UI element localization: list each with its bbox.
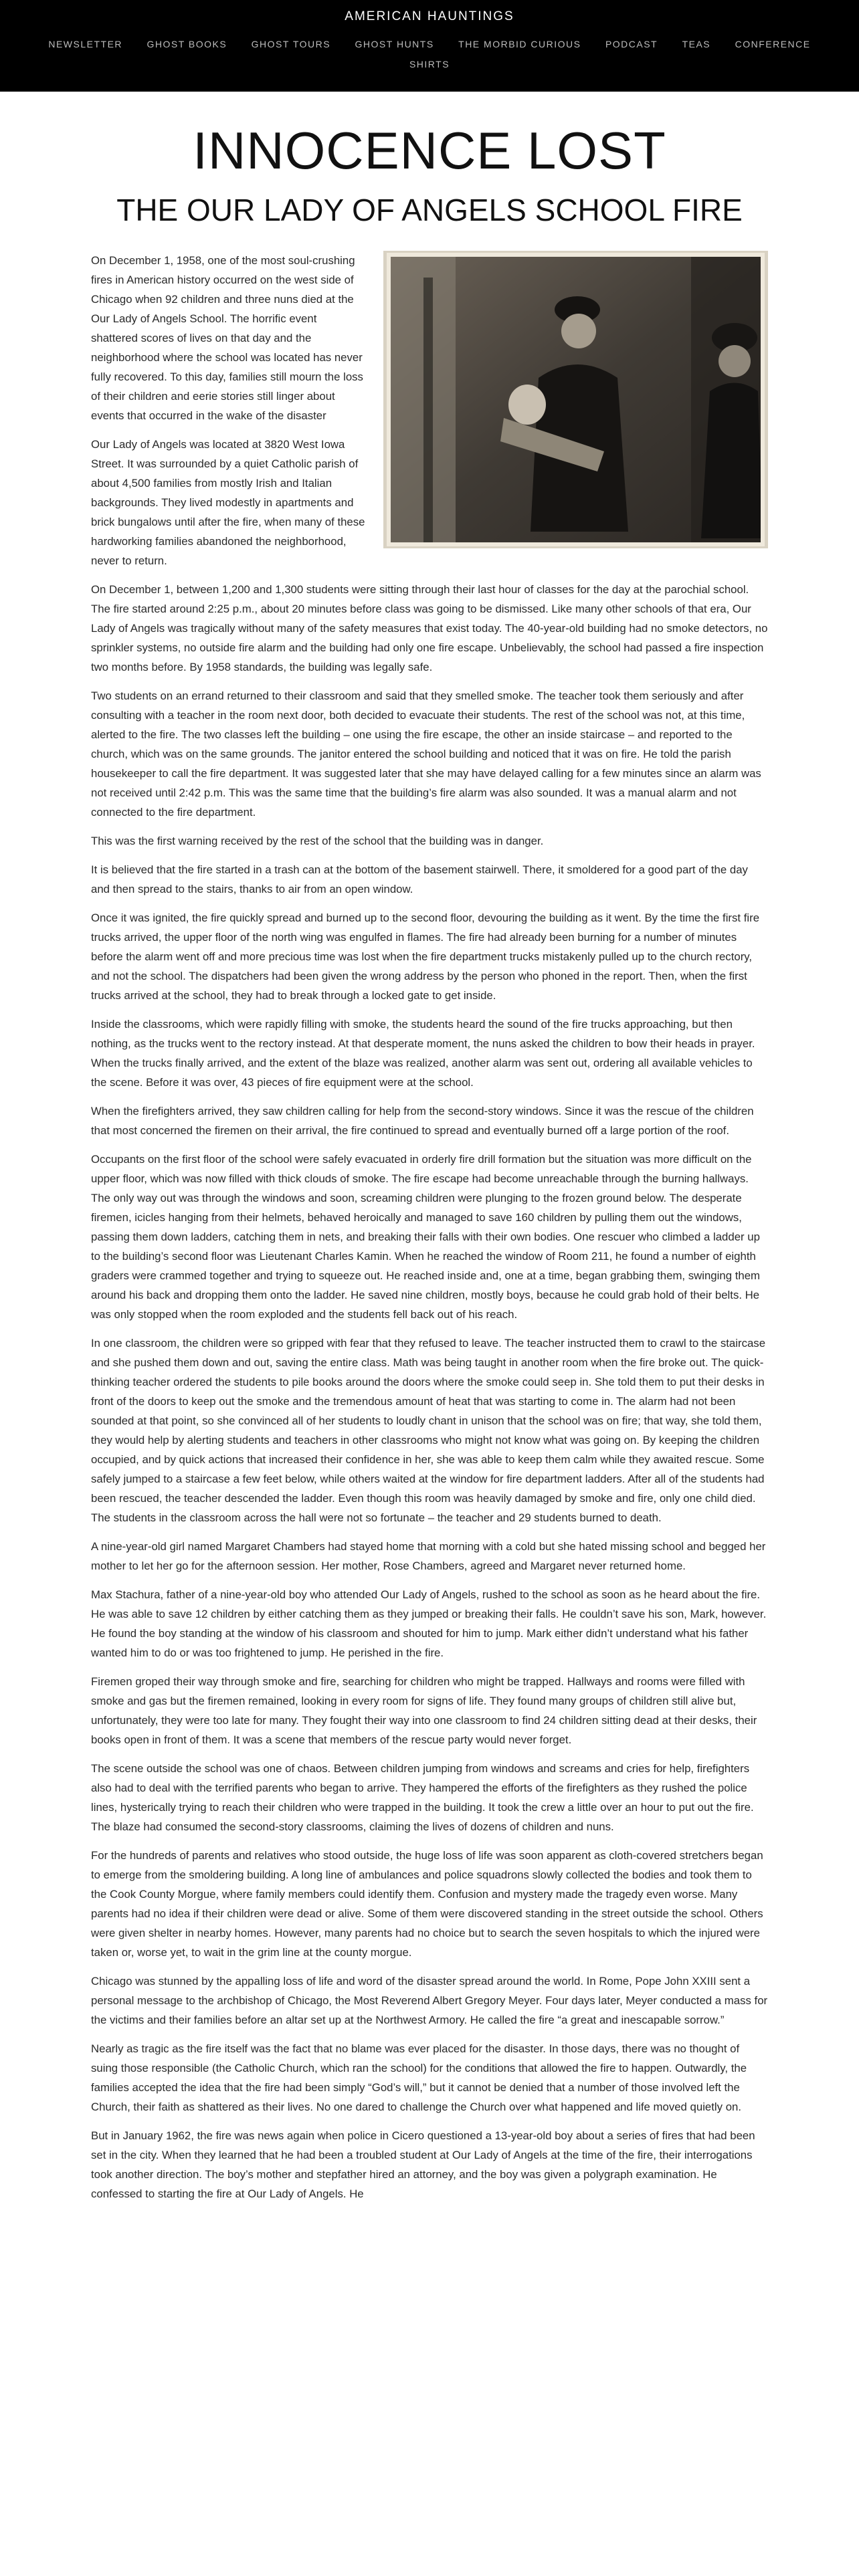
paragraph: The scene outside the school was one of chaos. Between children jumping from windows and screams and cries for help, firefighters also had to deal with the terrified parents who began to arrive. They hampered the efforts of the firefighters as they rushed the police lines, hysterically trying to reach their children who were trapped in the building. It took the crew a little over an hour to put out the fire. The blaze had consumed the second-story classrooms, claiming the lives of dozens of children and nuns. — [91, 1762, 754, 1834]
nav-conference[interactable]: CONFERENCE — [735, 39, 811, 49]
paragraph: Nearly as tragic as the fire itself was the fact that no blame was ever placed for the disaster. In those days, there was no thought of suing those responsible (the Catholic Church, which ran the school) for the conditions that allowed the fire to happen. Outwardly, the families accepted the idea that the fire had been simply “God’s will,” but it cannot be denied that a number of those involved left the Church, their faith as shattered as their lives. No one dared to challenge the Church over what happened and life moved quietly on. — [91, 2042, 747, 2114]
site-brand[interactable]: AMERICAN HAUNTINGS — [345, 9, 514, 23]
paragraph: On December 1, between 1,200 and 1,300 students were sitting through their last hour of classes for the day at the parochial school. The fire started around 2:25 p.m., about 20 minutes before class was going to be dismissed. Like many other schools of that era, Our Lady of Angels was tragically without many of the safety measures that exist today. The 40-year-old building had no smoke detectors, no sprinkler systems, no outside fire alarm and the building had only one fire escape. Unbelievably, the school had passed a fire inspection two months before. By 1958 standards, the building was legally safe. — [91, 583, 768, 674]
paragraph: A nine-year-old girl named Margaret Chambers had stayed home that morning with a cold but she hated missing school and begged her mother to let her go for the afternoon session. Her mother, Rose Chambers, agreed and Margaret never returned home. — [91, 1540, 766, 1573]
paragraph: Firemen groped their way through smoke and fire, searching for children who might be trapped. Hallways and rooms were filled with smoke and gas but the firemen remained, looking in every room for signs of life. They found many groups of children still alive but, unfortunately, they were too late for many. They fought their way into one classroom to find 24 children sitting dead at their desks, their books open in front of them. It was a scene that members of the rescue party would never forget. — [91, 1675, 757, 1747]
paragraph: Inside the classrooms, which were rapidly filling with smoke, the students heard the sound of the fire trucks approaching, but then nothing, as the trucks went to the rectory instead. At that desperate moment, the nuns asked the children to bow their heads in prayer. When the trucks finally arrived, and the extent of the blaze was realized, another alarm was sent out, ordering all available vehicles to the scene. Before it was over, 43 pieces of fire equipment were at the school. — [91, 1018, 755, 1089]
paragraph: Chicago was stunned by the appalling loss of life and word of the disaster spread around the world. In Rome, Pope John XXIII sent a personal message to the archbishop of Chicago, the Most Reverend Albert Gregory Meyer. Four days later, Meyer conducted a mass for the victims and their families before an altar set up at the Northwest Armory. He called the fire “a great and inescapable sorrow.” — [91, 1975, 768, 2027]
page-subtitle: THE OUR LADY OF ANGELS SCHOOL FIRE — [116, 192, 743, 227]
paragraph: Once it was ignited, the fire quickly spread and burned up to the second floor, devouring the building as it went. By the time the first fire trucks arrived, the upper floor of the north wing was engulfed in flames. The fire had already been burning for a number of minutes before the alarm went off and more precious time was lost when the fire department trucks mistakenly pulled up to the church rectory, and not the school. The dispatchers had been given the wrong address by the person who phoned in the report. Then, when the first trucks arrived at the school, they had to break through a locked gate to get inside. — [91, 911, 760, 1002]
paragraph: Our Lady of Angels was located at 3820 West Iowa Street. It was surrounded by a quiet Catholic parish of about 4,500 families from mostly Irish and Italian backgrounds. They lived modestly in apartments and brick bungalows until after the fire, when many of these hardworking families abandoned the neighborhood, never to return. — [91, 438, 365, 568]
nav-morbid-curious[interactable]: THE MORBID CURIOUS — [458, 39, 581, 49]
site-header — [0, 0, 859, 92]
nav-ghost-hunts[interactable]: GHOST HUNTS — [355, 39, 434, 49]
archival-firefighter-photo-icon — [383, 251, 768, 548]
paragraph: This was the first warning received by the rest of the school that the building was in danger. — [91, 835, 544, 848]
paragraph: Occupants on the first floor of the school were safely evacuated in orderly fire drill formation but the situation was more difficult on the upper floor, which was now filled with thick clouds of smoke. The fire escape had become unreachable through the burning hallways. The only way out was through the windows and soon, screaming children were plunging to the frozen ground below. The desperate firemen, icicles hanging from their helmets, behaved heroically and managed to save 160 children by pulling them out the windows, passing them down ladders, catching them in nets, and breaking their falls with their own bodies. One rescuer who climbed a ladder up to the building’s second floor was Lieutenant Charles Kamin. When he reached the window of Room 211, he found a number of eighth graders were crammed together and trying to squeeze out. He reached inside and, one at a time, began grabbing them, swinging them around his back and dropping them onto the ladder. He saved nine children, mostly boys, because he could grab hold of their belts. He was only stopped when the room exploded and the students fell back out of his reach. — [91, 1153, 761, 1321]
nav-ghost-books[interactable]: GHOST BOOKS — [147, 39, 227, 49]
paragraph: In one classroom, the children were so gripped with fear that they refused to leave. The teacher instructed them to crawl to the staircase and she pushed them down and out, saving the entire class. Math was being taught in another room when the fire broke out. The quick-thinking teacher ordered the students to pile books around the doors where the smoke could seep in. She told them to put their desks in front of the doors to keep out the smoke and the tremendous amount of heat that was starting to come in. The alarm had not been sounded at that point, so she convinced all of her students to loudly chant in unison that the school was on fire; that way, she told them, they would help by alerting students and teachers in other classrooms who might not know what was going on. By keeping the children occupied, and by quick actions that increased their confidence in her, she was able to keep them calm while they awaited rescue. Some safely jumped to a staircase a few feet below, while others waited at the window for fire department ladders. After all of the students had been rescued, the teacher descended the ladder. Even though this room was heavily damaged by smoke and fire, only one child died. The students in the classroom across the hall were not so fortunate – the teacher and 29 students burned to death. — [91, 1337, 766, 1525]
main-nav — [15, 24, 844, 70]
paragraph: When the firefighters arrived, they saw children calling for help from the second-story windows. Since it was the rescue of the children that most concerned the firemen on their arrival, the fire continued to spread and eventually burned off a large portion of the roof. — [91, 1105, 754, 1138]
nav-newsletter[interactable]: NEWSLETTER — [48, 39, 123, 49]
article-body — [91, 251, 768, 2204]
nav-podcast[interactable]: PODCAST — [605, 39, 658, 49]
paragraph: For the hundreds of parents and relatives who stood outside, the huge loss of life was soon apparent as cloth-covered stretchers began to emerge from the smoldering building. A long line of ambulances and police squadrons slowly collected the bodies and took them to the Cook County Morgue, where family members could identify them. Confusion and mystery made the tragedy even worse. Many parents had no idea if their children were dead or alive. Some of them were discovered standing in the street outside the school. Others were given shelter in nearby homes. However, many parents had no choice but to search the seven hospitals to which the injured were taken or, worse yet, to wait in the grim line at the county morgue. — [91, 1849, 763, 1959]
paragraph: On December 1, 1958, one of the most soul-crushing fires in American history occurred on the west side of Chicago when 92 children and three nuns died at the Our Lady of Angels School. The horrific event shattered scores of lives on that day and the neighborhood where the school was located has never fully recovered. To this day, families still mourn the loss of their children and eerie stories still linger about events that occurred in the wake of the disaster — [91, 254, 363, 423]
nav-ghost-tours[interactable]: GHOST TOURS — [251, 39, 331, 49]
paragraph: Max Stachura, father of a nine-year-old boy who attended Our Lady of Angels, rushed to the school as soon as he heard about the fire. He was able to save 12 children by either catching them as they jumped or breaking their falls. He couldn’t save his son, Mark, however. He found the boy standing at the window of his classroom and shouted for him to jump. Mark either didn’t understand what his father wanted him to do or was too frightened to jump. He perished in the fire. — [91, 1588, 767, 1660]
paragraph: It is believed that the fire started in a trash can at the bottom of the basement stairwell. There, it smoldered for a good part of the day and then spread to the stairs, thanks to air from an open window. — [91, 863, 748, 896]
nav-teas[interactable]: TEAS — [682, 39, 711, 49]
nav-shirts[interactable]: SHIRTS — [409, 59, 450, 70]
page-title: INNOCENCE LOST — [193, 121, 666, 180]
paragraph: Two students on an errand returned to their classroom and said that they smelled smoke. The teacher took them seriously and after consulting with a teacher in the room next door, both decided to evacuate their students. The rest of the school was not, at this time, alerted to the fire. The two classes left the building – one using the fire escape, the other an inside staircase – and reported to the church, which was on the same grounds. The janitor entered the school building and noticed that it was on fire. He told the parish housekeeper to call the fire department. It was suggested later that she may have delayed calling for a few minutes since an alarm was not received until 2:42 p.m. This was the same time that the building’s fire alarm was also sounded. It was a manual alarm and not connected to the fire department. — [91, 689, 761, 819]
paragraph: But in January 1962, the fire was news again when police in Cicero questioned a 13-year-old boy about a series of fires that had been set in the city. When they learned that he had been a troubled student at Our Lady of Angels at the time of the fire, their interrogations took another direction. The boy’s mother and stepfather hired an attorney, and the boy was given a polygraph examination. He confessed to starting the fire at Our Lady of Angels. He — [91, 2129, 755, 2201]
